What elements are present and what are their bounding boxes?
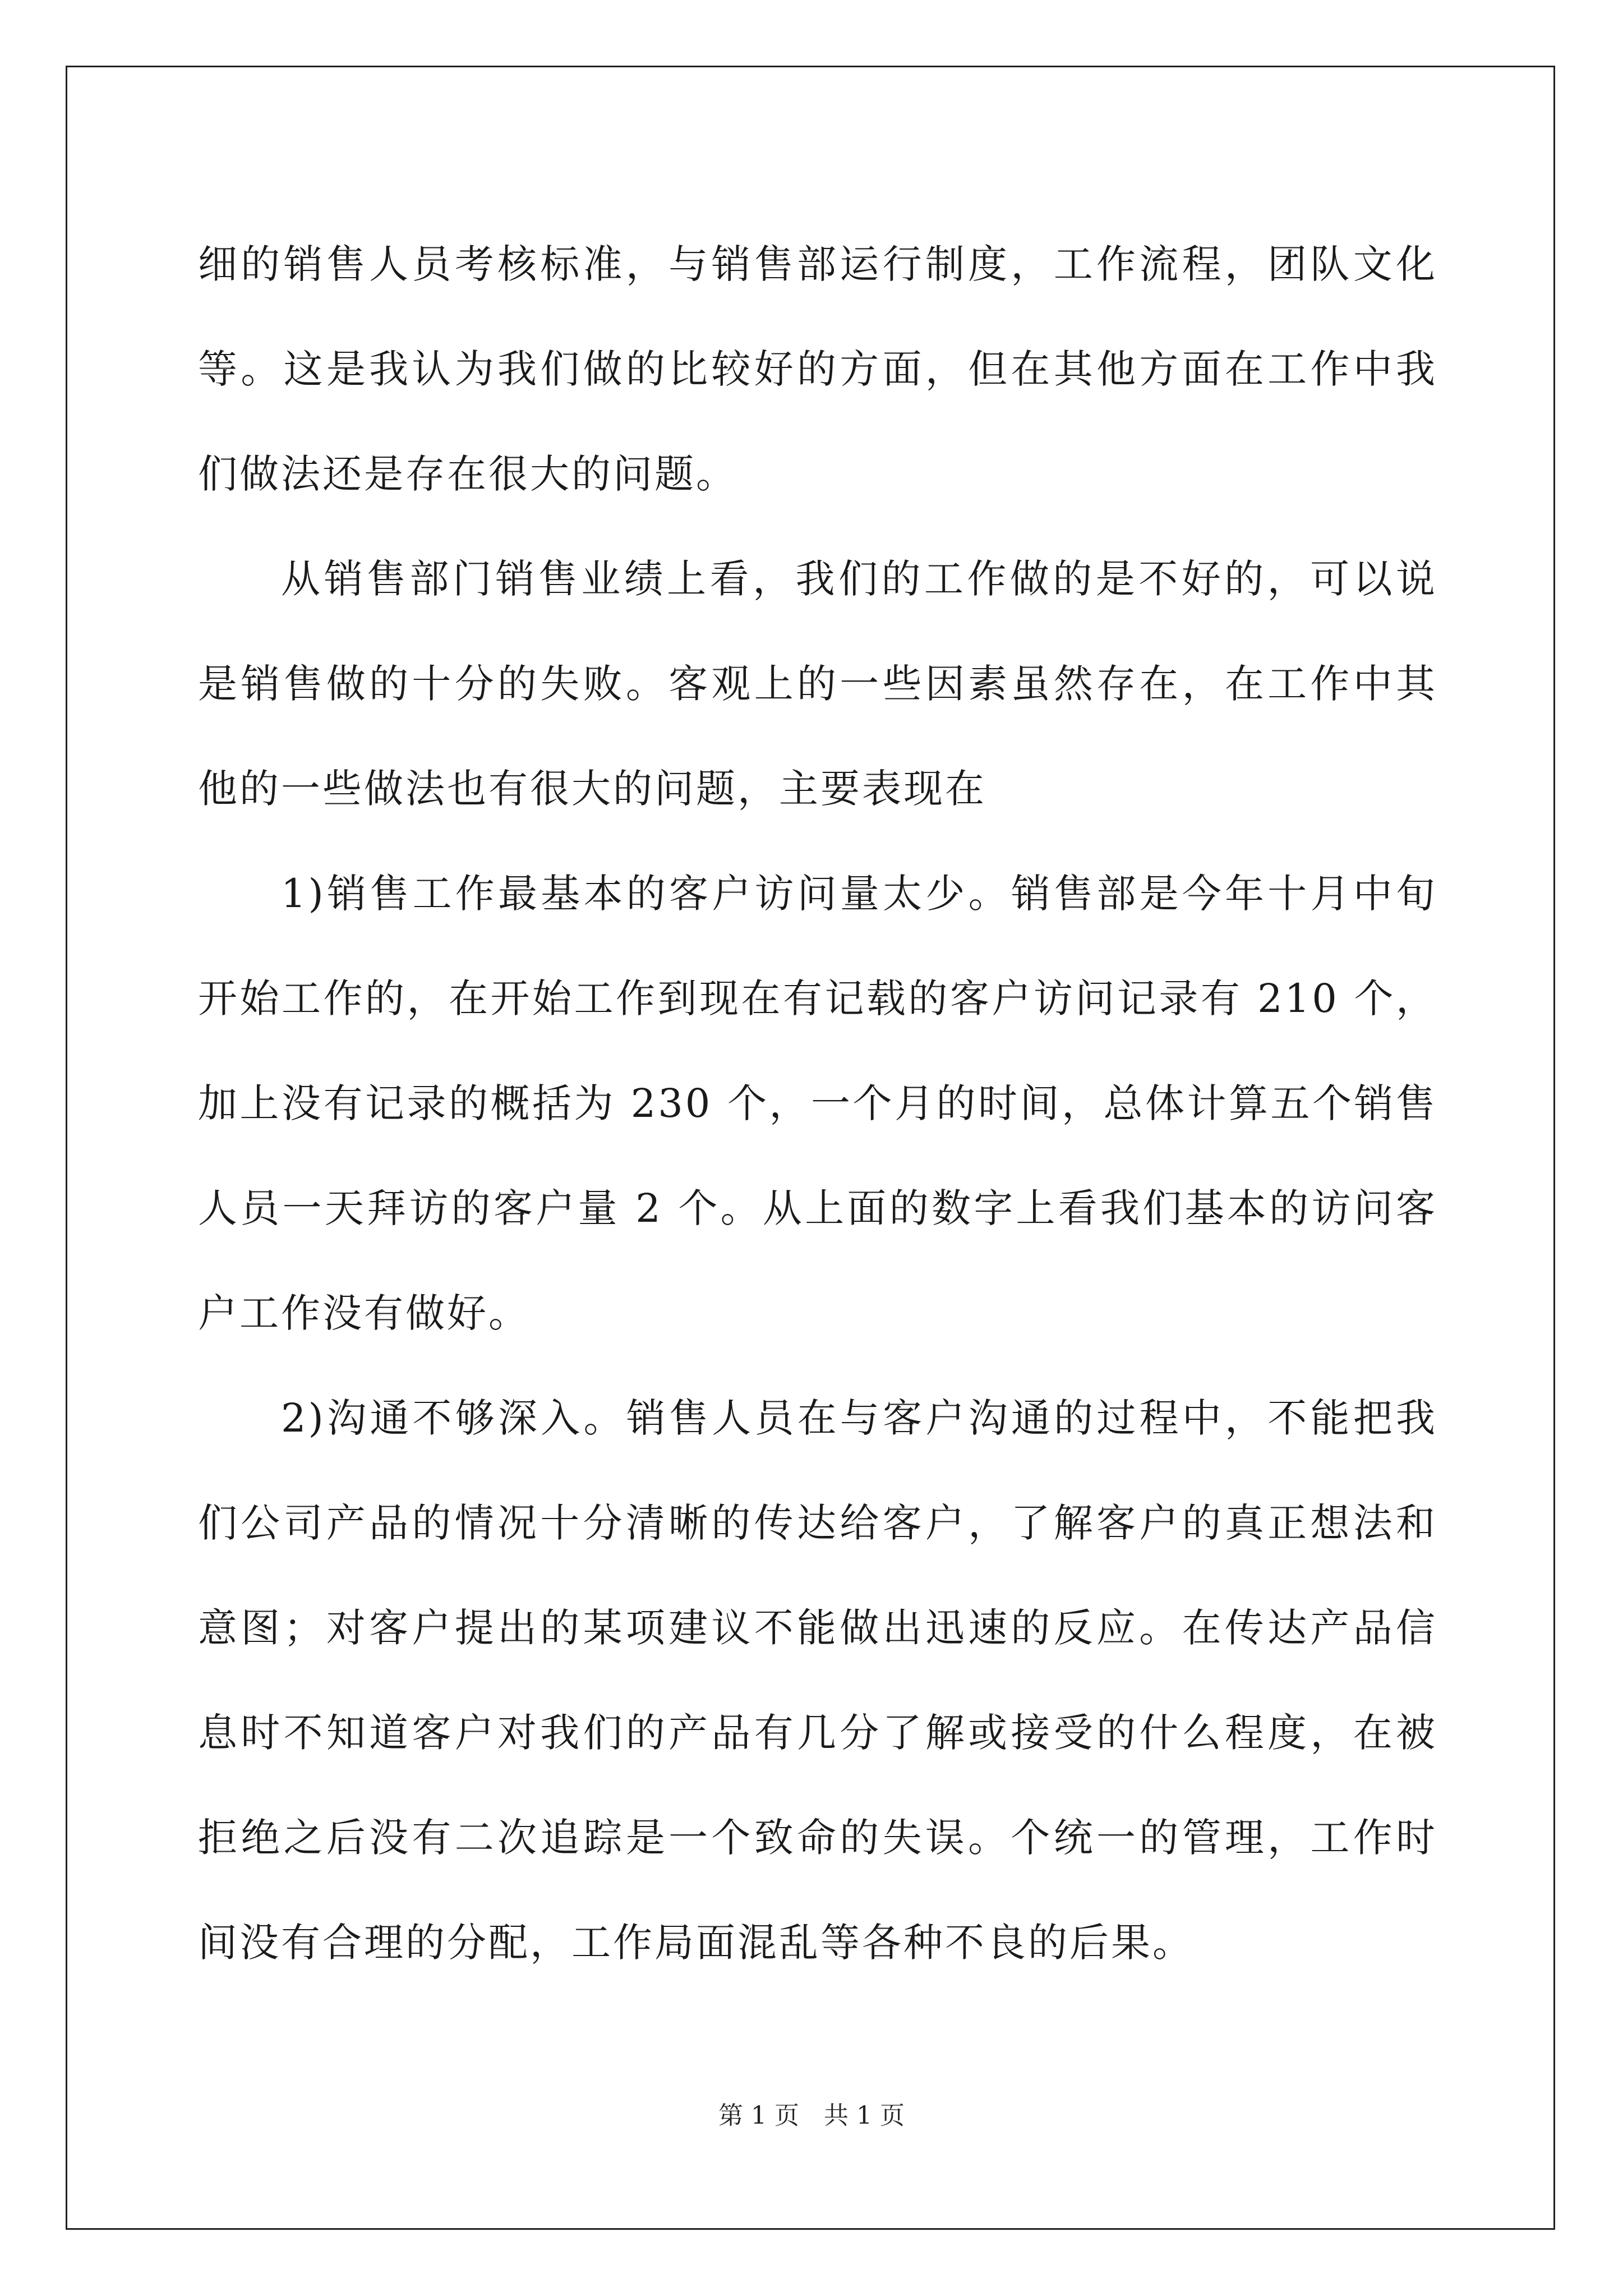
paragraph-4: 2)沟通不够深入。销售人员在与客户沟通的过程中，不能把我们公司产品的情况十分清晰的传达给客户，了解客户的真正想法和意图；对客户提出的某项建议不能做出迅速的反应。在传达产品信息时不知道客户对我们的产品有几分了解或接受的什么程度，在被拒绝之后没有二次追踪是一个致命的失误。个统一的管理，工作时间没有合理的分配，工作局面混乱等各种不良的后果。 [198, 1395, 1437, 1966]
paragraph-1: 细的销售人员考核标准，与销售部运行制度，工作流程，团队文化等。这是我认为我们做的比较好的方面，但在其他方面在工作中我们做法还是存在很大的问题。 [198, 241, 1437, 497]
document-body [198, 212, 1437, 1995]
page-footer: 第 1 页 共 1 页 [718, 2101, 905, 2130]
paragraph-2: 从销售部门销售业绩上看，我们的工作做的是不好的，可以说是销售做的十分的失败。客观上的一些因素虽然存在，在工作中其他的一些做法也有很大的问题，主要表现在 [198, 556, 1437, 812]
paragraph-3: 1)销售工作最基本的客户访问量太少。销售部是今年十月中旬开始工作的，在开始工作到现在有记载的客户访问记录有 210 个，加上没有记录的概括为 230 个，一个月的时间，总体计算五个销售人员一天拜访的客户量 2 个。从上面的数字上看我们基本的访问客户工作没有做好。 [198, 871, 1437, 1336]
